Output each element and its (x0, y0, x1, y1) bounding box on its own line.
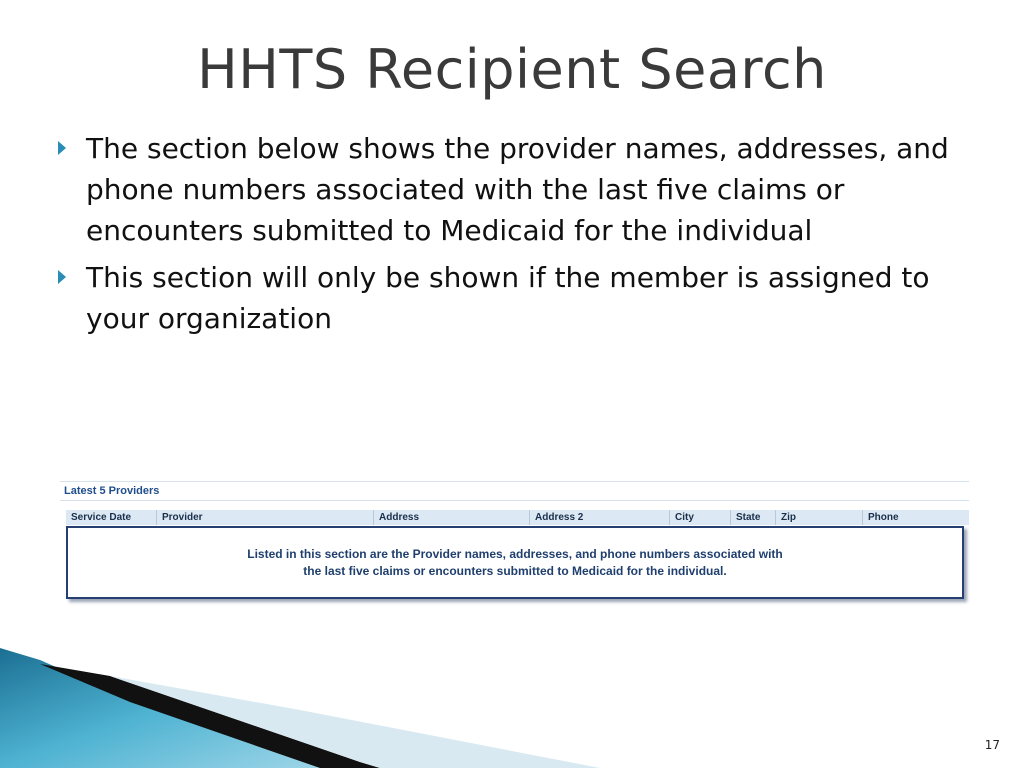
column-header-phone: Phone (868, 512, 899, 523)
bullet-item (58, 257, 978, 339)
decorative-swoosh (0, 640, 620, 768)
column-header-address: Address (374, 510, 530, 525)
column-header-service-date: Service Date (66, 510, 157, 525)
empty-message-line-1: Listed in this section are the Provider names, addresses, and phone numbers associated with (247, 546, 783, 561)
empty-message-line-2: the last five claims or encounters submitted to Medicaid for the individual. (303, 563, 727, 578)
column-header-city: City (670, 510, 731, 525)
empty-message (195, 546, 835, 580)
latest-providers-panel (60, 481, 969, 601)
bullet-item (58, 128, 978, 251)
column-header-provider: Provider (157, 510, 374, 525)
slide-title: HHTS Recipient Search (197, 38, 827, 101)
bullet-list (58, 128, 978, 345)
bullet-arrow-icon (58, 141, 66, 155)
column-header-state: State (731, 510, 776, 525)
column-header-address-2: Address 2 (530, 510, 670, 525)
bullet-arrow-icon (58, 270, 66, 284)
page-number: 17 (984, 738, 1000, 752)
bullet-text: This section will only be shown if the member is assigned to your organization (86, 261, 930, 335)
empty-message-box (66, 526, 964, 599)
bullet-text: The section below shows the provider names, addresses, and phone numbers associated with the last five claims or encounters submitted to Medicaid for the individual (86, 132, 949, 247)
column-header-row (66, 510, 969, 525)
column-header-zip: Zip (776, 510, 863, 525)
panel-heading: Latest 5 Providers (60, 481, 969, 501)
